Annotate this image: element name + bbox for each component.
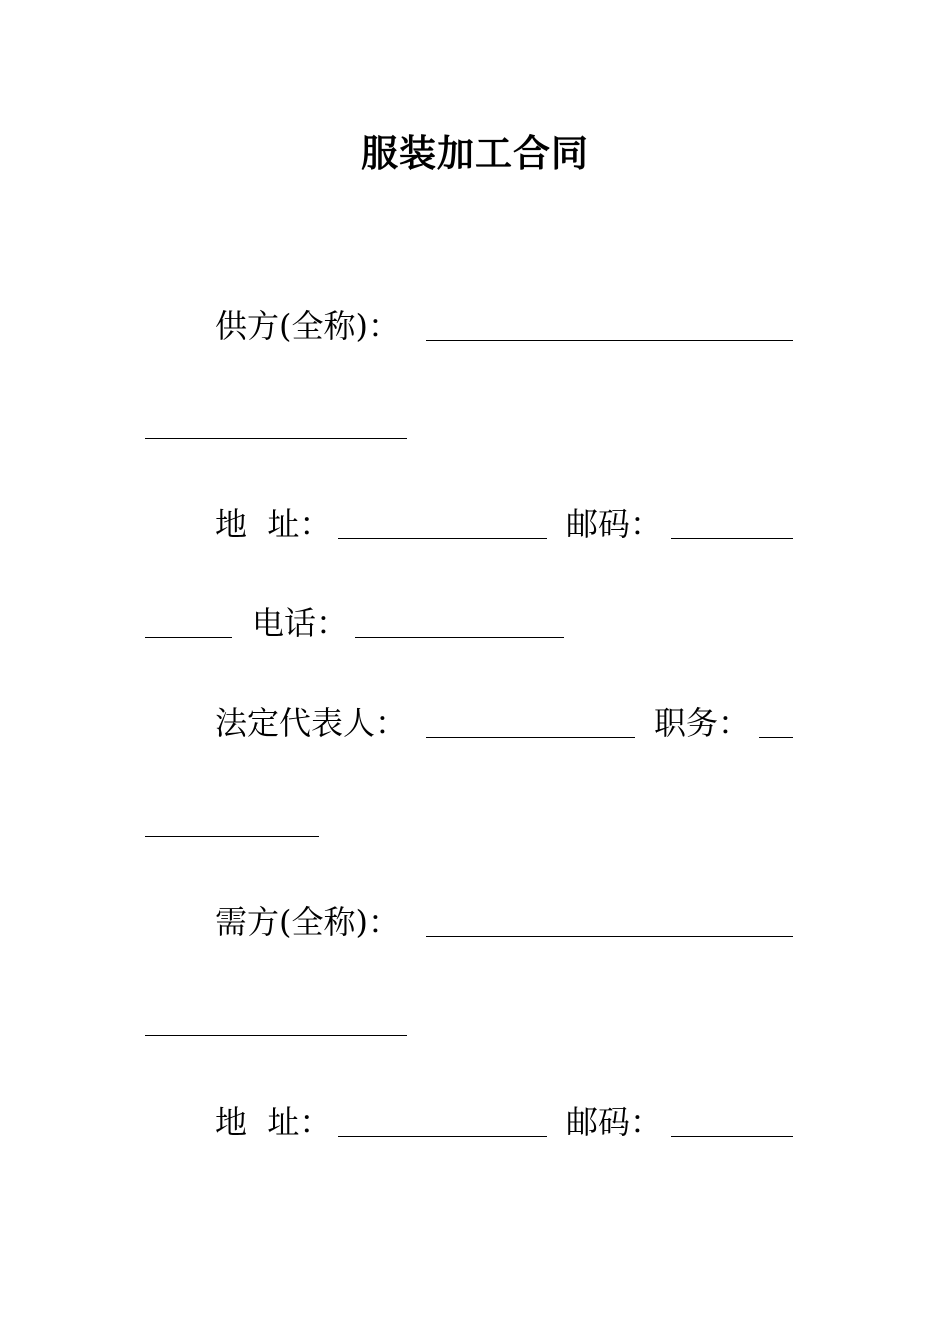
buyer-postcode-blank[interactable] <box>671 1136 793 1137</box>
supplier-name-blank-line2[interactable] <box>145 438 407 439</box>
supplier-phone-label: 电话： <box>252 604 349 642</box>
buyer-name-blank-line1[interactable] <box>426 936 793 937</box>
supplier-name-label: 供方(全称)： <box>215 307 400 345</box>
document-title: 服装加工合同 <box>361 131 589 175</box>
supplier-postcode-blank-line2[interactable] <box>145 637 232 638</box>
supplier-name-blank-line1[interactable] <box>426 340 793 341</box>
position-blank-line1[interactable] <box>759 737 793 738</box>
legal-rep-label: 法定代表人： <box>215 704 408 742</box>
buyer-address-label: 地 址： <box>215 1103 332 1141</box>
buyer-name-label: 需方(全称)： <box>215 903 400 941</box>
position-blank-line2[interactable] <box>145 836 319 837</box>
supplier-address-label: 地 址： <box>215 505 332 543</box>
buyer-name-blank-line2[interactable] <box>145 1035 407 1036</box>
supplier-postcode-label: 邮码： <box>566 505 663 543</box>
buyer-address-blank[interactable] <box>338 1136 547 1137</box>
supplier-address-blank[interactable] <box>338 538 547 539</box>
supplier-postcode-blank-line1[interactable] <box>671 538 793 539</box>
buyer-postcode-label: 邮码： <box>566 1103 663 1141</box>
supplier-phone-blank[interactable] <box>355 637 564 638</box>
position-label: 职务： <box>654 704 751 742</box>
legal-rep-blank[interactable] <box>426 737 635 738</box>
